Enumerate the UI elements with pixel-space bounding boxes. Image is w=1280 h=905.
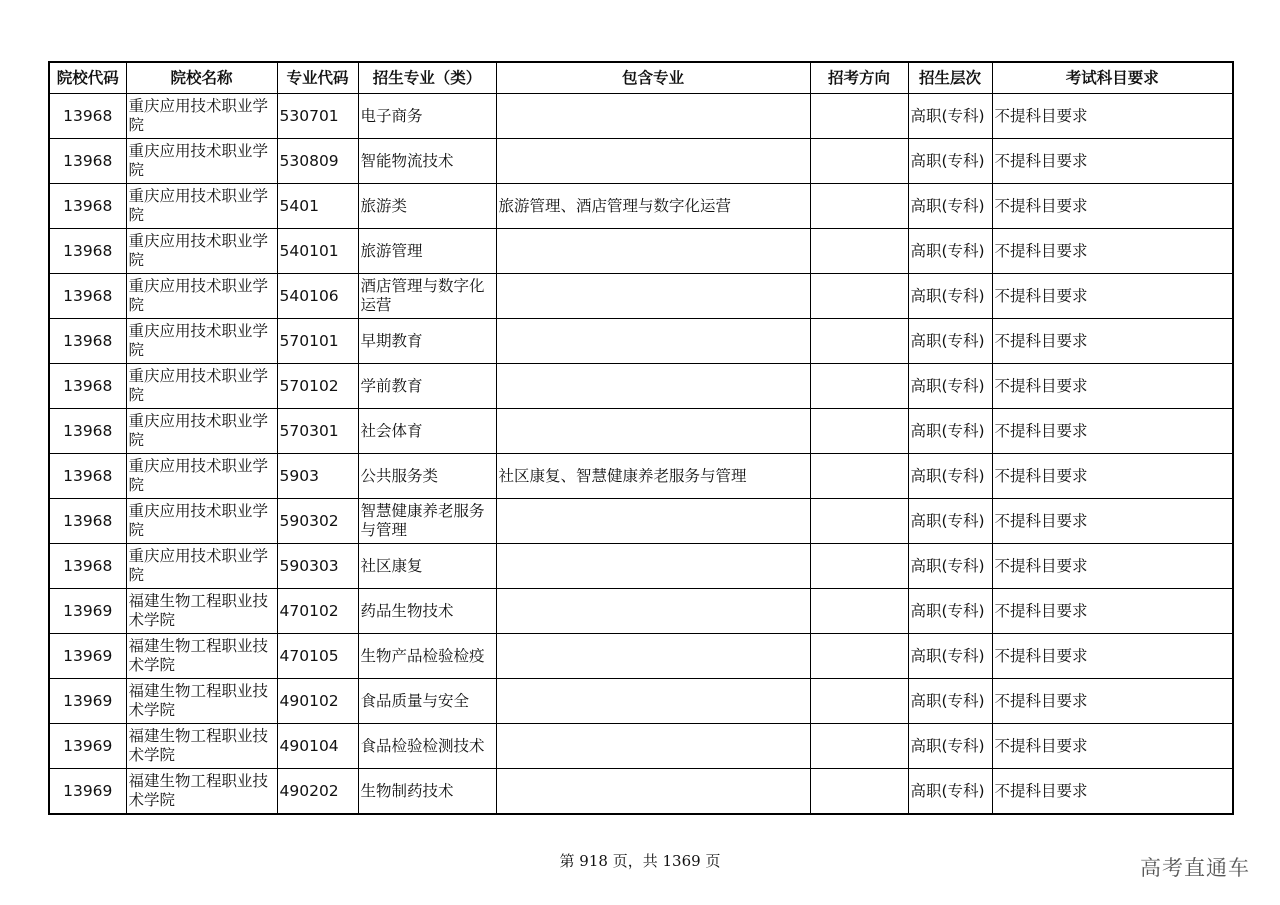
header-row: [49, 62, 1233, 94]
subject-requirement-cell: 不提科目要求: [992, 139, 1233, 184]
school-code-cell: 13968: [49, 319, 126, 364]
subject-requirement-cell: 不提科目要求: [992, 544, 1233, 589]
major-cell: 早期教育: [358, 319, 496, 364]
major-cell: 食品检验检测技术: [358, 724, 496, 769]
school-code-cell: 13969: [49, 724, 126, 769]
subject-requirement-cell: 不提科目要求: [992, 229, 1233, 274]
header-subject-requirement: 考试科目要求: [992, 62, 1233, 94]
major-cell: 药品生物技术: [358, 589, 496, 634]
major-code-cell: 490102: [277, 679, 358, 724]
major-cell: 社区康复: [358, 544, 496, 589]
level-cell: 高职(专科): [908, 589, 992, 634]
subject-requirement-cell: 不提科目要求: [992, 769, 1233, 815]
watermark: 高考直通车: [1140, 856, 1250, 880]
school-code-cell: 13968: [49, 499, 126, 544]
school-code-cell: 13968: [49, 454, 126, 499]
major-cell: 学前教育: [358, 364, 496, 409]
major-cell: 智能物流技术: [358, 139, 496, 184]
direction-cell: [810, 454, 908, 499]
school-name-cell: 重庆应用技术职业学院: [126, 544, 277, 589]
direction-cell: [810, 364, 908, 409]
header-level: 招生层次: [908, 62, 992, 94]
table-row: [49, 184, 1233, 229]
included-majors-cell: [496, 364, 810, 409]
included-majors-cell: [496, 634, 810, 679]
page-mid: 页，共: [612, 852, 658, 870]
level-cell: 高职(专科): [908, 454, 992, 499]
school-name-cell: 福建生物工程职业技术学院: [126, 769, 277, 815]
included-majors-cell: [496, 139, 810, 184]
major-code-cell: 530701: [277, 94, 358, 139]
level-cell: 高职(专科): [908, 409, 992, 454]
table-row: [49, 274, 1233, 319]
table-row: [49, 364, 1233, 409]
major-code-cell: 570101: [277, 319, 358, 364]
table-row: [49, 769, 1233, 815]
table-row: [49, 94, 1233, 139]
school-code-cell: 13969: [49, 679, 126, 724]
included-majors-cell: [496, 679, 810, 724]
school-code-cell: 13969: [49, 589, 126, 634]
school-name-cell: 重庆应用技术职业学院: [126, 454, 277, 499]
major-code-cell: 530809: [277, 139, 358, 184]
header-school-name: 院校名称: [126, 62, 277, 94]
level-cell: 高职(专科): [908, 499, 992, 544]
direction-cell: [810, 94, 908, 139]
school-name-cell: 重庆应用技术职业学院: [126, 364, 277, 409]
major-code-cell: 490104: [277, 724, 358, 769]
header-school-code: 院校代码: [49, 62, 126, 94]
level-cell: 高职(专科): [908, 364, 992, 409]
major-cell: 生物制药技术: [358, 769, 496, 815]
direction-cell: [810, 589, 908, 634]
major-cell: 酒店管理与数字化运营: [358, 274, 496, 319]
direction-cell: [810, 139, 908, 184]
major-code-cell: 5401: [277, 184, 358, 229]
page-current: 918: [579, 852, 608, 870]
school-code-cell: 13968: [49, 544, 126, 589]
school-name-cell: 福建生物工程职业技术学院: [126, 724, 277, 769]
level-cell: 高职(专科): [908, 94, 992, 139]
direction-cell: [810, 274, 908, 319]
included-majors-cell: [496, 544, 810, 589]
table-row: [49, 499, 1233, 544]
major-code-cell: 590303: [277, 544, 358, 589]
table-row: [49, 589, 1233, 634]
direction-cell: [810, 229, 908, 274]
school-code-cell: 13968: [49, 229, 126, 274]
major-cell: 生物产品检验检疫: [358, 634, 496, 679]
table-row: [49, 409, 1233, 454]
table-header: [49, 62, 1233, 94]
included-majors-cell: 旅游管理、酒店管理与数字化运营: [496, 184, 810, 229]
major-cell: 社会体育: [358, 409, 496, 454]
school-name-cell: 福建生物工程职业技术学院: [126, 634, 277, 679]
table-row: [49, 139, 1233, 184]
major-code-cell: 570301: [277, 409, 358, 454]
major-code-cell: 470102: [277, 589, 358, 634]
major-cell: 旅游管理: [358, 229, 496, 274]
major-code-cell: 540106: [277, 274, 358, 319]
school-name-cell: 福建生物工程职业技术学院: [126, 589, 277, 634]
school-code-cell: 13969: [49, 769, 126, 815]
header-direction: 招考方向: [810, 62, 908, 94]
table-row: [49, 544, 1233, 589]
direction-cell: [810, 634, 908, 679]
page-number: [0, 850, 1280, 871]
major-cell: 公共服务类: [358, 454, 496, 499]
table-row: [49, 229, 1233, 274]
included-majors-cell: [496, 724, 810, 769]
school-name-cell: 重庆应用技术职业学院: [126, 319, 277, 364]
major-cell: 智慧健康养老服务与管理: [358, 499, 496, 544]
major-cell: 旅游类: [358, 184, 496, 229]
subject-requirement-cell: 不提科目要求: [992, 94, 1233, 139]
level-cell: 高职(专科): [908, 634, 992, 679]
page-prefix: 第: [559, 852, 575, 870]
school-name-cell: 重庆应用技术职业学院: [126, 409, 277, 454]
school-name-cell: 重庆应用技术职业学院: [126, 229, 277, 274]
level-cell: 高职(专科): [908, 679, 992, 724]
table-row: [49, 454, 1233, 499]
school-code-cell: 13968: [49, 409, 126, 454]
major-cell: 电子商务: [358, 94, 496, 139]
subject-requirement-cell: 不提科目要求: [992, 589, 1233, 634]
school-name-cell: 重庆应用技术职业学院: [126, 139, 277, 184]
table-body: [49, 94, 1233, 815]
level-cell: 高职(专科): [908, 184, 992, 229]
major-code-cell: 590302: [277, 499, 358, 544]
school-code-cell: 13968: [49, 139, 126, 184]
subject-requirement-cell: 不提科目要求: [992, 184, 1233, 229]
major-code-cell: 570102: [277, 364, 358, 409]
included-majors-cell: [496, 274, 810, 319]
included-majors-cell: [496, 319, 810, 364]
table-row: [49, 634, 1233, 679]
subject-requirement-cell: 不提科目要求: [992, 319, 1233, 364]
school-code-cell: 13968: [49, 364, 126, 409]
major-code-cell: 540101: [277, 229, 358, 274]
page-total: 1369: [662, 852, 701, 870]
included-majors-cell: [496, 769, 810, 815]
table-row: [49, 319, 1233, 364]
level-cell: 高职(专科): [908, 724, 992, 769]
direction-cell: [810, 184, 908, 229]
table-row: [49, 724, 1233, 769]
subject-requirement-cell: 不提科目要求: [992, 409, 1233, 454]
level-cell: 高职(专科): [908, 274, 992, 319]
header-included-majors: 包含专业: [496, 62, 810, 94]
direction-cell: [810, 679, 908, 724]
school-name-cell: 重庆应用技术职业学院: [126, 499, 277, 544]
major-code-cell: 470105: [277, 634, 358, 679]
direction-cell: [810, 724, 908, 769]
included-majors-cell: [496, 409, 810, 454]
page-suffix: 页: [705, 852, 721, 870]
header-major-code: 专业代码: [277, 62, 358, 94]
school-name-cell: 重庆应用技术职业学院: [126, 274, 277, 319]
major-code-cell: 490202: [277, 769, 358, 815]
table-row: [49, 679, 1233, 724]
subject-requirement-cell: 不提科目要求: [992, 679, 1233, 724]
included-majors-cell: 社区康复、智慧健康养老服务与管理: [496, 454, 810, 499]
school-code-cell: 13968: [49, 184, 126, 229]
major-code-cell: 5903: [277, 454, 358, 499]
direction-cell: [810, 319, 908, 364]
subject-requirement-cell: 不提科目要求: [992, 454, 1233, 499]
subject-requirement-cell: 不提科目要求: [992, 634, 1233, 679]
school-name-cell: 重庆应用技术职业学院: [126, 184, 277, 229]
included-majors-cell: [496, 589, 810, 634]
school-code-cell: 13968: [49, 274, 126, 319]
header-major: 招生专业（类）: [358, 62, 496, 94]
subject-requirement-cell: 不提科目要求: [992, 274, 1233, 319]
direction-cell: [810, 769, 908, 815]
level-cell: 高职(专科): [908, 139, 992, 184]
included-majors-cell: [496, 94, 810, 139]
level-cell: 高职(专科): [908, 769, 992, 815]
subject-requirement-cell: 不提科目要求: [992, 499, 1233, 544]
subject-requirement-cell: 不提科目要求: [992, 724, 1233, 769]
subject-requirement-cell: 不提科目要求: [992, 364, 1233, 409]
admissions-table: [48, 61, 1234, 815]
level-cell: 高职(专科): [908, 544, 992, 589]
major-cell: 食品质量与安全: [358, 679, 496, 724]
included-majors-cell: [496, 499, 810, 544]
included-majors-cell: [496, 229, 810, 274]
school-code-cell: 13968: [49, 94, 126, 139]
level-cell: 高职(专科): [908, 229, 992, 274]
school-name-cell: 重庆应用技术职业学院: [126, 94, 277, 139]
level-cell: 高职(专科): [908, 319, 992, 364]
school-code-cell: 13969: [49, 634, 126, 679]
direction-cell: [810, 409, 908, 454]
direction-cell: [810, 499, 908, 544]
school-name-cell: 福建生物工程职业技术学院: [126, 679, 277, 724]
direction-cell: [810, 544, 908, 589]
